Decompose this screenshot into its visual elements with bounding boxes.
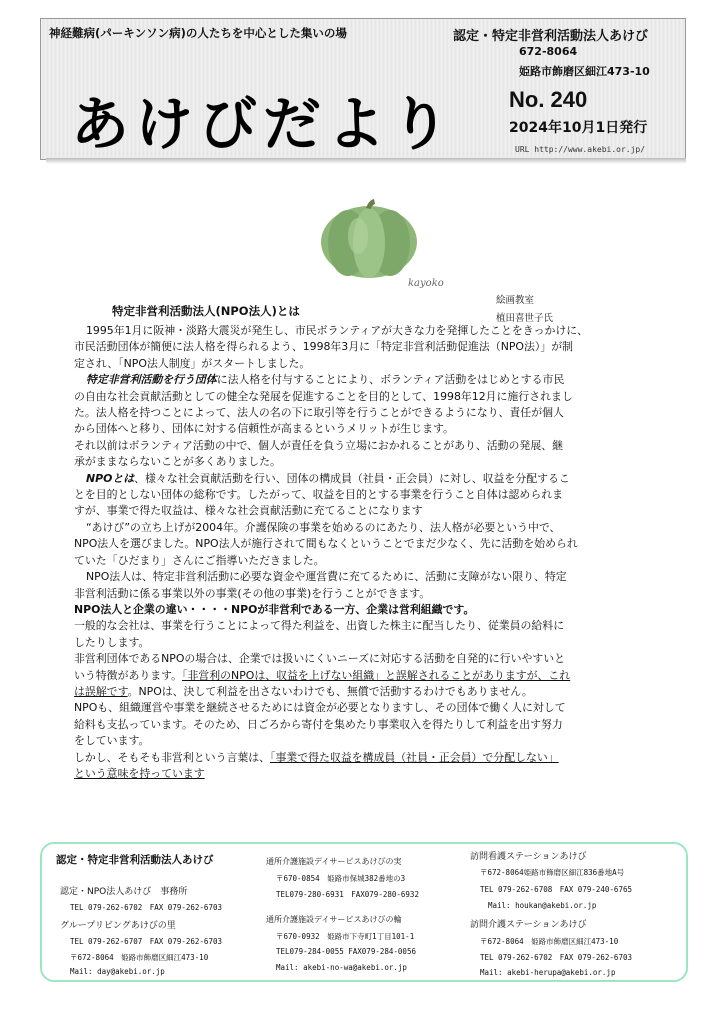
underlined-text: 「事業で得た収益を構成員（社員・正会員）で分配しない」 [270, 750, 559, 764]
mail-day[interactable]: Mail: day@akebi.or.jp [70, 967, 165, 976]
day-service-2-name: 通所介護施設デイサービスあけびの輪 [266, 915, 402, 924]
article-line: それ以前はボランティア活動の中で、個人が責任を負う立場におかれることがあり、活動の発展、継 [74, 438, 563, 452]
day-service-1-address: 〒670-0854 姫路市保城382番地の3 [276, 874, 406, 883]
article-line: 非営利団体であるNPOの場合は、企業では扱いにくいニーズに対応する活動を自発的に行いやすいと [74, 652, 566, 666]
article-line: したりします。 [74, 635, 150, 649]
masthead [40, 18, 686, 160]
article-line: ていた「ひだまり」さんにご指導いただきました。 [74, 553, 325, 567]
illustration-credit-role: 絵画教室 [496, 295, 535, 306]
article-line [74, 684, 686, 700]
group-home-tel: TEL 079-262-6707 FAX 079-262-6703 [70, 937, 222, 946]
mail-houkan[interactable]: Mail: houkan@akebi.or.jp [488, 901, 597, 910]
pumpkin-illustration [318, 196, 420, 280]
article-line: 非営利活動に係る事業以外の事業(その他の事業)を行うことができます。 [74, 586, 431, 600]
article-line: とを目的としない団体の総称です。したがって、収益を目的とする事業を行うこと自体は認められま [74, 488, 563, 502]
article-text: 。NPOは、決して利益を出さないわけでも、無償で活動するわけでもありません。 [127, 684, 533, 698]
article-text: 、様々な社会貢献活動を行い、団体の構成員（社員・正会員）に対し、収益を分配するこ [134, 471, 570, 485]
issue-date: 2024年10月1日発行 [509, 120, 648, 136]
emphasis-text: 特定非営利活動を行う団体 [86, 373, 217, 387]
article-subheading: NPO法人と企業の違い・・・・NPOが非営利である一方、企業は営利組織です。 [74, 602, 475, 616]
article-line: すが、事業で得た収益は、様々な社会貢献活動に充てることになります [74, 504, 423, 518]
article-text: いう特徴があります。 [74, 668, 183, 682]
issue-number: No. 240 [509, 87, 588, 112]
home-care-name: 訪問介護ステーションあけび [470, 920, 587, 930]
article-line: 一般的な会社は、事業を行うことによって得た利益を、出資した株主に配当したり、従業員の給料に [74, 619, 565, 633]
illustration-credit-name: 植田喜世子氏 [496, 313, 554, 324]
office-tel: TEL 079-262-6702 FAX 079-262-6703 [70, 903, 222, 912]
day-service-1-tel: TEL079-280-6931 FAX079-280-6932 [276, 890, 419, 899]
group-home-name: グループリビングあけびの里 [60, 921, 176, 931]
article-title: 特定非営利活動法人(NPO法人)とは [112, 304, 300, 318]
article-line: の自由な社会貢献活動としての健全な発展を促進することを目的として、1998年12月に施行されまし [74, 389, 573, 403]
underlined-text: は誤解です [74, 684, 128, 698]
footer-contact-box [40, 842, 688, 982]
masthead-zip: 672-8064 [519, 45, 578, 58]
website-url[interactable]: URL http://www.akebi.or.jp/ [515, 145, 646, 154]
article-line: 給料も支払っています。そのため、日ごろから寄付を集めたり事業収入を得たりして利益を出す努力 [74, 717, 563, 731]
article-line [74, 750, 686, 766]
home-care-tel: TEL 079-262-6702 FAX 079-262-6703 [480, 953, 632, 962]
article-line: 1995年1月に阪神・淡路大震災が発生し、市民ボランティアが大きな力を発揮したことをきっかけに、 [86, 324, 589, 337]
day-service-2-tel: TEL079-284-0055 FAX079-284-0056 [276, 947, 416, 956]
article-text: しかし、そもそも非営利という言葉は、 [74, 750, 271, 764]
visit-nursing-name: 訪問看護ステーションあけび [470, 852, 587, 862]
article-line [74, 471, 686, 487]
article-line: 定され、「NPO法人制度」がスタートしました。 [74, 356, 311, 370]
home-care-address: 〒672-8064 姫路市飾磨区細江473-10 [480, 937, 619, 946]
article-line: 市民活動団体が簡便に法人格を得られるよう、1998年3月に「特定非営利活動促進法（NPO法）」が制 [74, 340, 574, 354]
artist-signature: kayoko [408, 278, 444, 289]
article-line: NPO法人を選びました。NPO法人が施行されて間もなくということでまだ少なく、先に活動を始められ [74, 537, 578, 551]
group-home-address: 〒672-8064 姫路市飾磨区細江473-10 [70, 953, 209, 962]
visit-nursing-tel: TEL 079-262-6708 FAX 079-240-6765 [480, 885, 632, 894]
article-text: に法人格を付与することにより、ボランティア活動をはじめとする市民 [216, 373, 565, 387]
article-line: NPO法人は、特定非営利活動に必要な資金や運営費に充てるために、活動に支障がない限り、特定 [86, 570, 567, 584]
article-line: 承がままならないことが多くありました。 [74, 455, 281, 469]
article-line: NPOも、組織運営や事業を継続させるためには資金が必要となりますし、その団体で働く人に対して [74, 701, 566, 715]
article-line: をしています。 [74, 734, 150, 748]
visit-nursing-address: 〒672-8064姫路市飾磨区細江836番地A号 [480, 868, 625, 877]
article-line [74, 372, 686, 388]
article-body [74, 323, 686, 782]
underlined-text: 「非営利のNPOは、収益を上げない組織」と誤解されることがありますが、これ [182, 668, 571, 682]
article-line: という意味を持っています [74, 766, 205, 780]
masthead-address: 姫路市飾磨区細江473-10 [519, 65, 650, 78]
masthead-org-name: 認定・特定非営利活動法人あけび [453, 29, 649, 44]
masthead-tagline: 神経難病(パーキンソン病)の人たちを中心とした集いの場 [49, 26, 347, 40]
masthead-shadow [46, 158, 686, 164]
day-service-1-name: 通所介護施設デイサービスあけびの実 [266, 857, 402, 866]
office-name: 認定・NPO法人あけび 事務所 [60, 887, 188, 897]
emphasis-text: NPOとは [86, 471, 135, 485]
mail-herupa[interactable]: Mail: akebi-herupa@akebi.or.jp [480, 968, 616, 977]
day-service-2-address: 〒670-0932 姫路市下寺町1丁目101-1 [276, 932, 415, 941]
article-line [74, 668, 686, 684]
newsletter-title: あけびだより [71, 90, 456, 158]
mail-day-wa[interactable]: Mail: akebi-no-wa@akebi.or.jp [276, 963, 407, 972]
article-line: “あけび”の立ち上げが2004年。介護保険の事業を始めるのにあたり、法人格が必要という中で、 [86, 520, 561, 534]
article-line: から団体へと移り、団体に対する信頼性が高まるというメリットが生じます。 [74, 422, 454, 436]
article-line: た。法人格を持つことによって、法人の名の下に取引等を行うことができるようになり、責任が個人 [74, 406, 564, 420]
footer-org-name: 認定・特定非営利活動法人あけび [56, 854, 214, 866]
